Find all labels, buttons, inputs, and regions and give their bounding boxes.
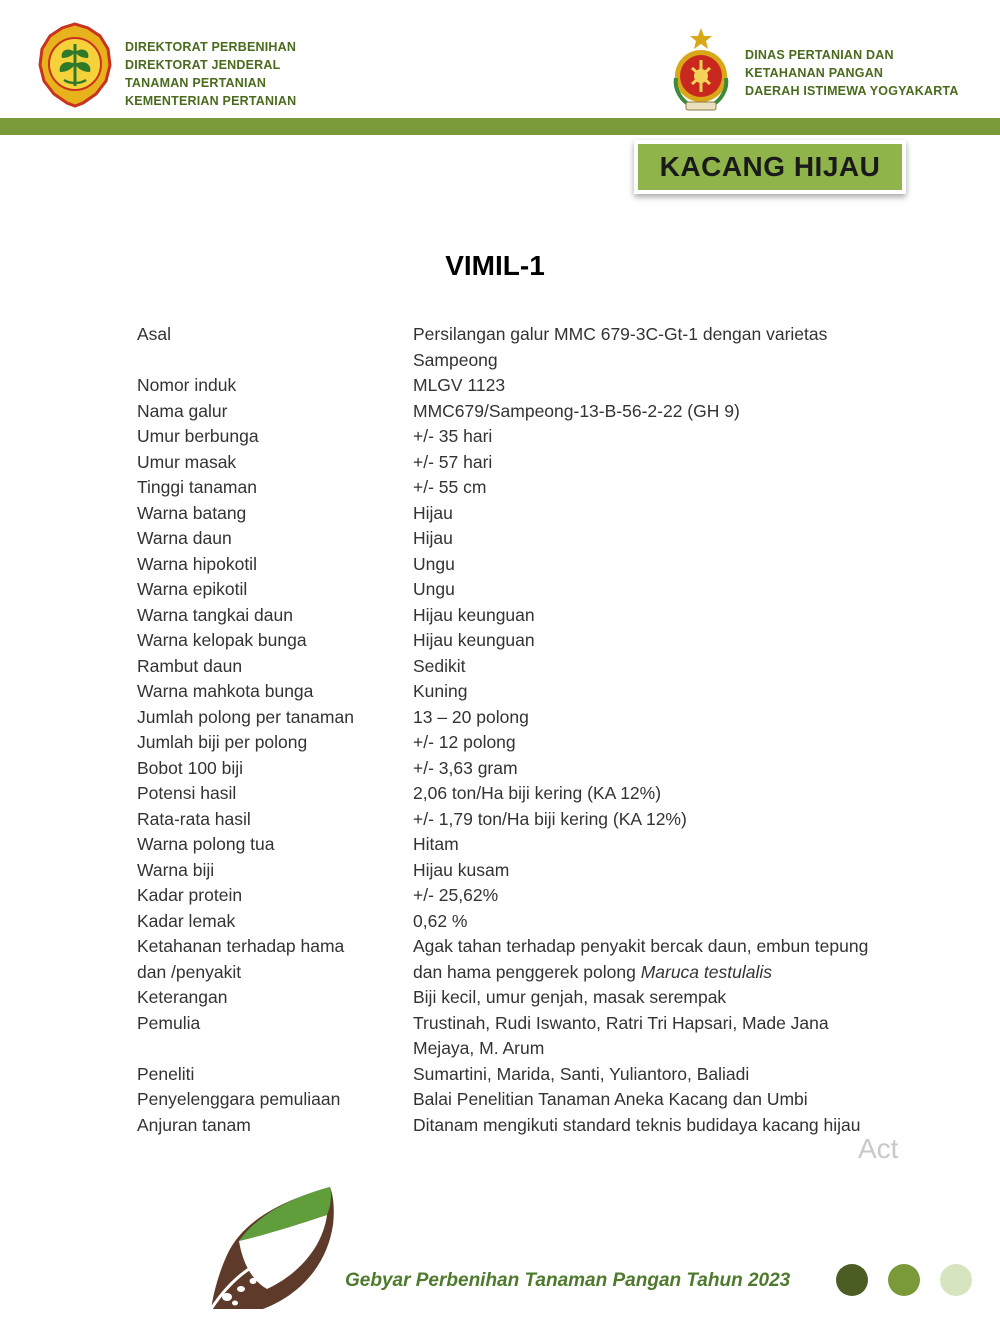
spec-value: [413, 1011, 897, 1037]
spec-value: [413, 705, 897, 731]
spec-row: [137, 424, 897, 450]
spec-row: [137, 475, 897, 501]
spec-value: [413, 807, 897, 833]
spec-value-text: Hijau kusam: [413, 859, 510, 880]
spec-key: Keterangan: [137, 987, 228, 1007]
spec-key: Warna batang: [137, 502, 247, 523]
spec-key: Umur masak: [137, 451, 237, 472]
header-divider-bar: [0, 118, 1000, 135]
spec-value-text: 2,06 ton/Ha biji kering (KA 12%): [413, 783, 662, 803]
spec-key: Jumlah polong per tanaman: [137, 706, 354, 727]
spec-value-text: Balai Penelitian Tanaman Aneka Kacang dan Umbi: [413, 1089, 808, 1109]
spec-row: [137, 883, 897, 909]
spec-row: [137, 679, 897, 705]
spec-row: [137, 1011, 897, 1037]
spec-key: Kadar protein: [137, 885, 243, 905]
spec-key: Warna biji: [137, 859, 215, 880]
spec-value-text: Sampeong: [413, 349, 498, 370]
variety-title: VIMIL-1: [445, 250, 545, 281]
spec-row: [137, 501, 897, 527]
spec-value-text: +/- 35 hari: [413, 426, 493, 446]
spec-value-text: Sedikit: [413, 655, 466, 676]
spec-value: [413, 603, 897, 629]
spec-row: [137, 705, 897, 731]
spec-key: Rambut daun: [137, 655, 243, 676]
spec-value: [413, 1113, 897, 1139]
spec-row: [137, 373, 897, 399]
spec-value-text: Ungu: [413, 553, 455, 574]
right-org-line: DINAS PERTANIAN DAN: [745, 48, 894, 62]
footer-event-title: Gebyar Perbenihan Tanaman Pangan Tahun 2023: [345, 1270, 791, 1291]
spec-row: [137, 348, 897, 374]
footer-dot-medium: [888, 1264, 920, 1296]
left-org-line: TANAMAN PERTANIAN: [125, 76, 267, 90]
spec-row: [137, 781, 897, 807]
spec-value-text: Ungu: [413, 579, 455, 599]
spec-value: [413, 909, 897, 935]
spec-value: [413, 552, 897, 578]
spec-value-text: +/- 3,63 gram: [413, 757, 518, 778]
spec-value: [413, 985, 897, 1011]
spec-value: [413, 628, 897, 654]
ministry-agriculture-emblem-icon: [38, 22, 112, 108]
spec-row: [137, 960, 897, 986]
spec-row: [137, 934, 897, 960]
spec-value-text: 0,62 %: [413, 910, 468, 931]
spec-row: [137, 1087, 897, 1113]
spec-value: [413, 424, 897, 450]
spec-value: [413, 348, 897, 374]
spec-value-text: +/- 55 cm: [413, 477, 487, 497]
spec-value-text: Ditanam mengikuti standard teknis budidaya kacang hijau: [413, 1114, 861, 1135]
spec-row: [137, 654, 897, 680]
spec-value-text: Hijau keunguan: [413, 604, 535, 625]
spec-key: Warna polong tua: [137, 834, 275, 854]
spec-key: dan /penyakit: [137, 961, 242, 982]
spec-value-text: Mejaya, M. Arum: [413, 1038, 545, 1058]
spec-row: [137, 909, 897, 935]
spec-value-text: +/- 25,62%: [413, 885, 499, 905]
spec-value: [413, 399, 897, 425]
spec-key: Warna hipokotil: [137, 553, 257, 574]
spec-value: [413, 475, 897, 501]
spec-key: Potensi hasil: [137, 783, 237, 803]
spec-value-text: Hitam: [413, 834, 459, 854]
spec-value-text: Biji kecil, umur genjah, masak serempak: [413, 987, 727, 1007]
spec-value-text: MMC679/Sampeong-13-B-56-2-22 (GH 9): [413, 400, 740, 421]
spec-value: [413, 526, 897, 552]
spec-value: [413, 322, 897, 348]
spec-value-text: +/- 12 polong: [413, 732, 516, 752]
spec-value: [413, 373, 897, 399]
spec-value-text: Persilangan galur MMC 679-3C-Gt-1 dengan varietas: [413, 324, 828, 344]
spec-key: Peneliti: [137, 1063, 195, 1084]
spec-key: Bobot 100 biji: [137, 757, 244, 778]
spec-value: [413, 832, 897, 858]
spec-value: [413, 654, 897, 680]
yogyakarta-crest-icon: [668, 26, 734, 112]
spec-row: [137, 628, 897, 654]
spec-value: [413, 501, 897, 527]
spec-value: [413, 960, 897, 986]
spec-value-text: Agak tahan terhadap penyakit bercak daun, embun tepung: [413, 936, 869, 956]
spec-value-text: +/- 1,79 ton/Ha biji kering (KA 12%): [413, 808, 687, 829]
spec-row: [137, 399, 897, 425]
left-org-line: DIREKTORAT PERBENIHAN: [125, 40, 297, 54]
spec-value: [413, 1062, 897, 1088]
footer-dot-dark: [836, 1264, 868, 1296]
spec-key: Anjuran tanam: [137, 1114, 251, 1135]
spec-value-scientific-name: Maruca testulalis: [640, 961, 772, 982]
spec-key: Nama galur: [137, 400, 228, 421]
spec-key: Tinggi tanaman: [137, 477, 257, 497]
spec-value: [413, 1036, 897, 1062]
spec-value-text: Sumartini, Marida, Santi, Yuliantoro, Baliadi: [413, 1063, 750, 1084]
spec-row: [137, 730, 897, 756]
footer-dot-light: [940, 1264, 972, 1296]
left-org-line: KEMENTERIAN PERTANIAN: [125, 94, 297, 108]
spec-value-text: 13 – 20 polong: [413, 706, 529, 727]
spec-value-text: Hijau: [413, 528, 453, 548]
spec-row: [137, 526, 897, 552]
spec-value: [413, 858, 897, 884]
spec-row: [137, 1113, 897, 1139]
spec-value-text: Kuning: [413, 681, 468, 701]
spec-key: Warna daun: [137, 528, 232, 548]
spec-key: Umur berbunga: [137, 426, 259, 446]
spec-key: Asal: [137, 324, 172, 344]
spec-value: [413, 679, 897, 705]
spec-value-text: dan hama penggerek polong: [413, 961, 641, 982]
commodity-badge-label: KACANG HIJAU: [659, 151, 881, 182]
spec-value: [413, 756, 897, 782]
spec-row: [137, 807, 897, 833]
spec-key: Ketahanan terhadap hama: [137, 936, 345, 956]
spec-value: [413, 1087, 897, 1113]
spec-value: [413, 577, 897, 603]
spec-value-text: +/- 57 hari: [413, 451, 493, 472]
spec-key: [137, 348, 413, 374]
spec-value: [413, 781, 897, 807]
spec-value-text: Trustinah, Rudi Iswanto, Ratri Tri Hapsari, Made Jana: [413, 1012, 829, 1033]
spec-value: [413, 730, 897, 756]
spec-value: [413, 883, 897, 909]
left-org-line: DIREKTORAT JENDERAL: [125, 58, 281, 72]
spec-row: [137, 450, 897, 476]
spec-value-text: MLGV 1123: [413, 375, 506, 395]
spec-row: [137, 322, 897, 348]
spec-key: Warna kelopak bunga: [137, 630, 307, 650]
spec-key: [137, 1036, 413, 1062]
spec-row: [137, 832, 897, 858]
watermark-text: Act: [858, 1133, 899, 1164]
spec-key: Kadar lemak: [137, 910, 236, 931]
left-organization-name: [125, 38, 296, 110]
spec-key: Jumlah biji per polong: [137, 732, 308, 752]
spec-row: [137, 985, 897, 1011]
spec-row: [137, 603, 897, 629]
spec-value: [413, 450, 897, 476]
spec-value: [413, 934, 897, 960]
variety-spec-table: [137, 322, 897, 1138]
right-org-line: DAERAH ISTIMEWA YOGYAKARTA: [745, 84, 959, 98]
spec-key: Warna epikotil: [137, 579, 248, 599]
right-org-line: KETAHANAN PANGAN: [745, 66, 884, 80]
spec-key: Nomor induk: [137, 375, 237, 395]
right-organization-name: [745, 46, 959, 100]
seed-leaf-icon: [205, 1185, 340, 1313]
spec-row: [137, 858, 897, 884]
spec-key: Pemulia: [137, 1012, 201, 1033]
spec-value-text: Hijau: [413, 502, 453, 523]
spec-key: Penyelenggara pemuliaan: [137, 1089, 341, 1109]
spec-key: Warna tangkai daun: [137, 604, 293, 625]
spec-key: Rata-rata hasil: [137, 808, 251, 829]
spec-row: [137, 552, 897, 578]
spec-row: [137, 1062, 897, 1088]
spec-key: Warna mahkota bunga: [137, 681, 314, 701]
spec-row: [137, 577, 897, 603]
spec-row: [137, 756, 897, 782]
spec-row: [137, 1036, 897, 1062]
spec-value-text: Hijau keunguan: [413, 630, 535, 650]
commodity-badge: [634, 140, 906, 194]
